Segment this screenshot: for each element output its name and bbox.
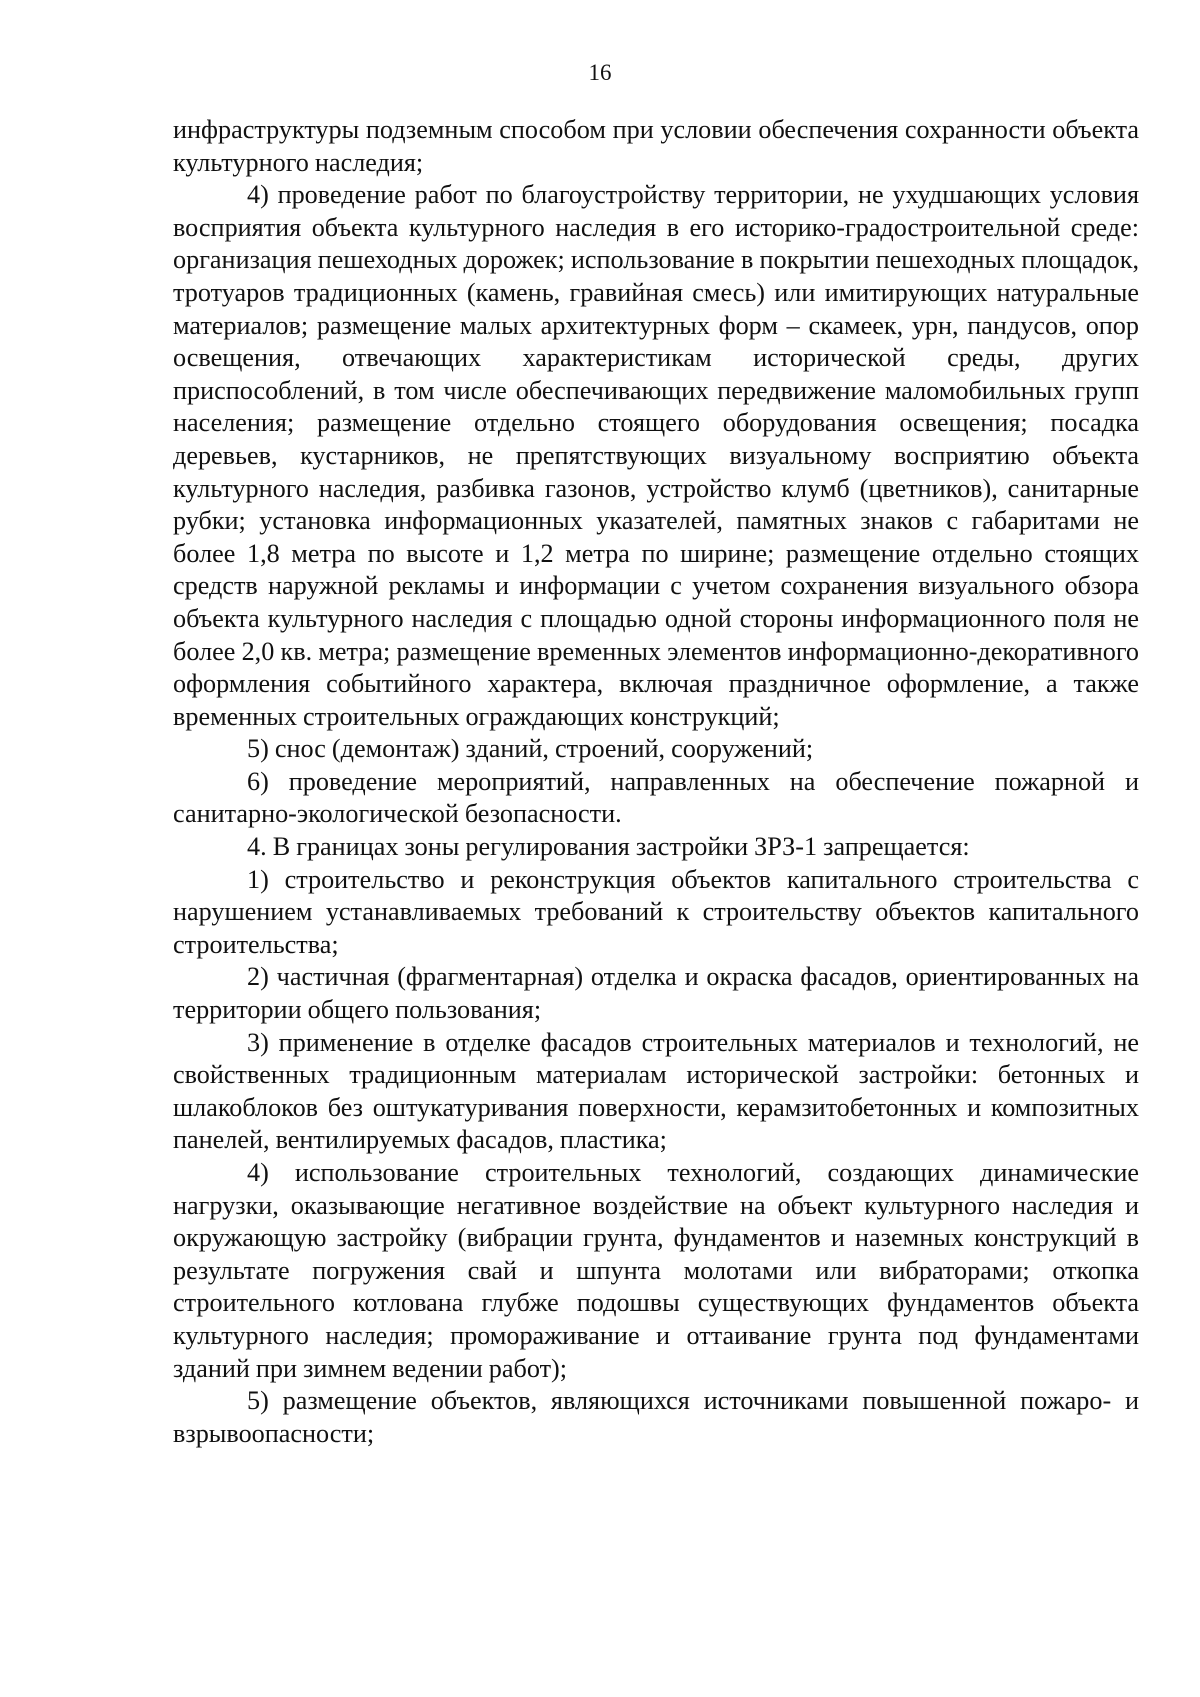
paragraph-prohibited-item-1: 1) строительство и реконструкция объектов капитального строительства с нарушением устанавливаемых требований к строительству объектов капитального строительства; <box>173 864 1139 959</box>
paragraph-section-4-heading: 4. В границах зоны регулирования застройки ЗРЗ-1 запрещается: <box>247 832 970 862</box>
document-body <box>173 114 1139 1450</box>
page-number: 16 <box>588 60 612 85</box>
paragraph-continuation: инфраструктуры подземным способом при условии обеспечения сохранности объекта культурного наследия; <box>173 115 1139 177</box>
paragraph-item-6-safety: 6) проведение мероприятий, направленных на обеспечение пожарной и санитарно-экологической безопасности. <box>173 766 1139 829</box>
paragraph-item-4-landscaping: 4) проведение работ по благоустройству территории, не ухудшающих условия восприятия объекта культурного наследия в его историко-градостроительной среде: организация пешеходных дорожек; использование в покрытии пешеходных площадок, тротуаров традиционных (камень, гравийная смесь) или имитирующих натуральные материалов; размещение малых архитектурных форм – скамеек, урн, пандусов, опор освещения, отвечающих характеристикам исторической среды, других приспособлений, в том числе обеспечивающих передвижение маломобильных групп населения; размещение отдельно стоящего оборудования освещения; посадка деревьев, кустарников, не препятствующих визуальному восприятию объекта культурного наследия, разбивка газонов, устройство клумб (цветников), санитарные рубки; установка информационных указателей, памятных знаков с габаритами не более 1,8 метра по высоте и 1,2 метра по ширине; размещение отдельно стоящих средств наружной рекламы и информации с учетом сохранения визуального обзора объекта культурного наследия с площадью одной стороны информационного поля не более 2,0 кв. метра; размещение временных элементов информационно-декоративного оформления событийного характера, включая праздничное оформление, а также временных строительных ограждающих конструкций; <box>173 180 1139 731</box>
paragraph-prohibited-item-4: 4) использование строительных технологий, создающих динамические нагрузки, оказывающие негативное воздействие на объект культурного наследия и окружающую застройку (вибрации грунта, фундаментов и наземных конструкций в результате погружения свай и шпунта молотами или вибраторами; откопка строительного котлована глубже подошвы существующих фундаментов объекта культурного наследия; промораживание и оттаивание грунта под фундаментами зданий при зимнем ведении работ); <box>173 1158 1139 1383</box>
paragraph-prohibited-item-2: 2) частичная (фрагментарная) отделка и окраска фасадов, ориентированных на территории общего пользования; <box>173 962 1139 1025</box>
paragraph-item-5-demolition: 5) снос (демонтаж) зданий, строений, сооружений; <box>247 734 814 764</box>
paragraph-prohibited-item-5: 5) размещение объектов, являющихся источниками повышенной пожаро- и взрывоопасности; <box>173 1386 1139 1448</box>
paragraph-prohibited-item-3: 3) применение в отделке фасадов строительных материалов и технологий, не свойственных традиционным материалам исторической застройки: бетонных и шлакоблоков без оштукатуривания поверхности, керамзитобетонных и композитных панелей, вентилируемых фасадов, пластика; <box>173 1027 1139 1155</box>
